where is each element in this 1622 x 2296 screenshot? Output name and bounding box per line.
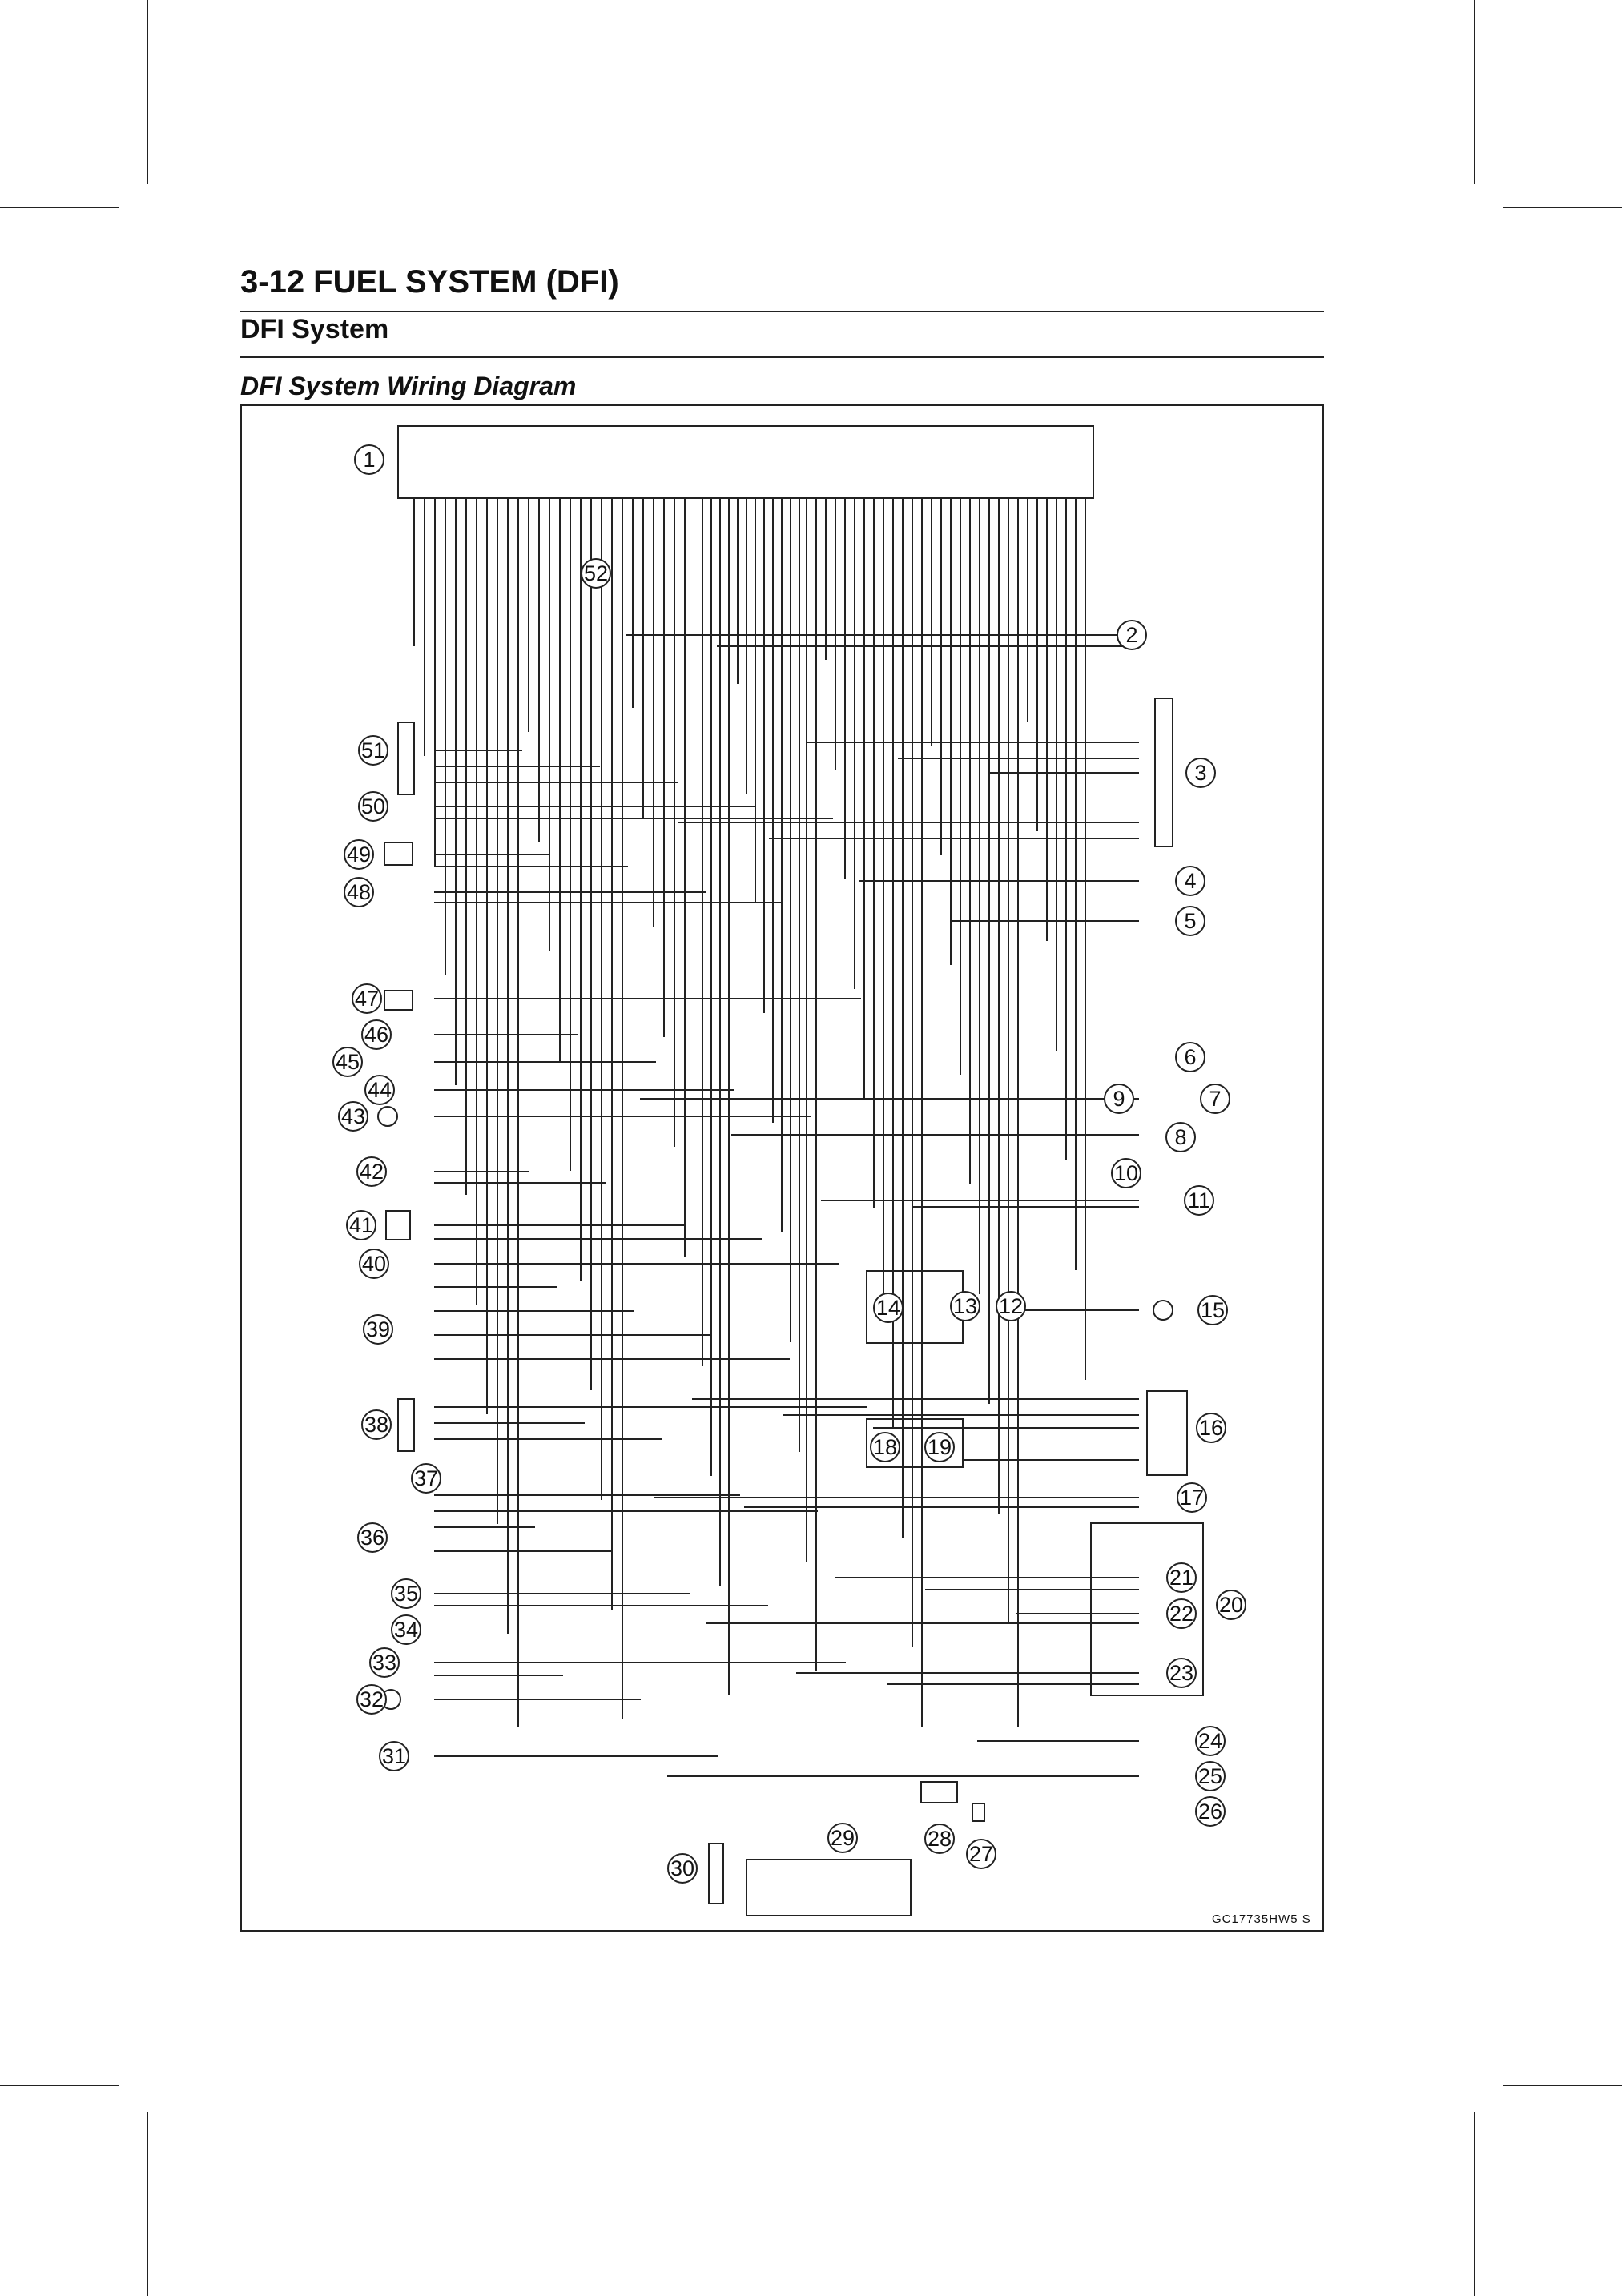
figure-title: DFI System Wiring Diagram [240, 372, 577, 400]
callout-18 [871, 1433, 900, 1462]
callout-13 [951, 1292, 980, 1321]
callout-label: 16 [1198, 1416, 1224, 1440]
callout-46 [362, 1020, 391, 1049]
callout-28 [925, 1824, 954, 1853]
callout-35 [392, 1579, 421, 1608]
callout-label: 32 [359, 1687, 384, 1711]
callout-label: 2 [1125, 623, 1138, 647]
callout-17 [1177, 1483, 1206, 1512]
callout-label: 20 [1218, 1593, 1244, 1617]
callout-label: 12 [998, 1294, 1024, 1318]
callout-label: 29 [830, 1826, 855, 1850]
callout-label: 52 [583, 561, 609, 585]
callout-label: 25 [1197, 1764, 1223, 1788]
connector-41 [386, 1211, 410, 1240]
callout-label: 51 [360, 738, 386, 762]
crop-mark [1503, 2085, 1622, 2086]
callout-31 [380, 1742, 409, 1771]
callout-label: 36 [360, 1526, 385, 1550]
callout-label: 39 [365, 1317, 391, 1341]
callout-label: 48 [346, 880, 372, 904]
callout-label: 4 [1184, 869, 1197, 893]
crop-mark [1474, 2112, 1475, 2296]
callout-26 [1196, 1797, 1225, 1826]
callout-label: 6 [1184, 1045, 1197, 1069]
callout-40 [360, 1249, 388, 1278]
connector-47 [384, 991, 413, 1010]
callout-33 [370, 1648, 399, 1677]
sensor-15 [1153, 1301, 1173, 1320]
callout-38 [362, 1410, 391, 1439]
callout-43 [339, 1102, 368, 1131]
crop-mark [147, 0, 148, 184]
callout-label: 27 [968, 1842, 994, 1866]
callout-20 [1217, 1590, 1246, 1619]
callout-14 [874, 1293, 903, 1322]
callout-label: 18 [872, 1435, 898, 1459]
crop-mark [1503, 207, 1622, 208]
callout-label: 33 [372, 1651, 397, 1675]
callout-6 [1176, 1043, 1205, 1072]
crop-mark [0, 207, 119, 208]
callout-label: 43 [340, 1104, 366, 1128]
callout-label: 13 [952, 1294, 978, 1318]
callout-label: 42 [359, 1160, 384, 1184]
callout-52 [582, 559, 610, 588]
callout-label: 3 [1194, 761, 1207, 785]
callout-label: 7 [1209, 1087, 1222, 1111]
callout-32 [357, 1685, 386, 1714]
callout-label: 50 [360, 794, 386, 818]
connector-49 [384, 842, 413, 865]
component-27 [972, 1803, 984, 1821]
connector-51 [398, 722, 414, 794]
callout-41 [347, 1211, 376, 1240]
callout-label: 38 [364, 1413, 389, 1437]
figure-code: GC17735HW5 S [1212, 1912, 1311, 1926]
callout-12 [996, 1292, 1025, 1321]
callout-37 [412, 1464, 441, 1493]
callout-22 [1167, 1599, 1196, 1628]
callout-7 [1201, 1084, 1230, 1113]
callout-label: 47 [354, 987, 380, 1011]
callout-label: 35 [393, 1582, 419, 1606]
callout-49 [344, 840, 373, 869]
callout-label: 17 [1179, 1486, 1205, 1510]
callout-label: 26 [1197, 1799, 1223, 1824]
callout-label: 49 [346, 842, 372, 867]
callout-label: 31 [381, 1744, 407, 1768]
title-rule [240, 311, 1324, 312]
crop-mark [147, 2112, 148, 2296]
callout-9 [1105, 1084, 1133, 1113]
callout-50 [359, 792, 388, 821]
callout-36 [358, 1523, 387, 1552]
callout-label: 22 [1169, 1602, 1194, 1626]
ecu-box [398, 426, 1093, 498]
crop-mark [0, 2085, 119, 2086]
wiring-diagram-frame [240, 404, 1324, 1932]
callout-21 [1167, 1563, 1196, 1592]
callout-19 [925, 1433, 954, 1462]
sensor-43 [378, 1107, 397, 1126]
connector-38 [398, 1399, 414, 1451]
callout-label: 15 [1200, 1298, 1226, 1322]
callout-44 [365, 1076, 394, 1104]
battery-29 [747, 1860, 911, 1916]
callout-45 [333, 1047, 362, 1076]
callout-label: 41 [348, 1213, 374, 1237]
component-30 [709, 1844, 723, 1904]
callout-label: 28 [927, 1827, 952, 1851]
callout-label: 37 [413, 1466, 439, 1490]
wiring-diagram [242, 406, 1322, 1930]
callout-24 [1196, 1727, 1225, 1755]
callout-label: 10 [1113, 1161, 1139, 1185]
callout-39 [364, 1315, 392, 1344]
callout-label: 34 [393, 1618, 419, 1642]
callout-label: 45 [335, 1050, 360, 1074]
callout-group [333, 445, 1246, 1883]
callout-42 [357, 1157, 386, 1186]
callout-label: 46 [364, 1023, 389, 1047]
callout-27 [967, 1840, 996, 1868]
callout-47 [352, 984, 381, 1013]
callout-label: 40 [361, 1252, 387, 1276]
callout-25 [1196, 1762, 1225, 1791]
callout-10 [1112, 1159, 1141, 1188]
callout-label: 23 [1169, 1661, 1194, 1685]
callout-label: 30 [670, 1856, 695, 1880]
callout-1 [355, 445, 384, 474]
crop-mark [1474, 0, 1475, 184]
callout-29 [828, 1824, 857, 1852]
section-rule [240, 356, 1324, 358]
callout-label: 14 [875, 1296, 901, 1320]
callout-34 [392, 1615, 421, 1644]
callout-48 [344, 878, 373, 907]
callout-5 [1176, 907, 1205, 935]
wire-harness [414, 498, 1139, 1776]
callout-30 [668, 1854, 697, 1883]
component-28 [921, 1782, 957, 1803]
callout-label: 19 [927, 1435, 952, 1459]
connector-3 [1155, 698, 1173, 846]
section-title: DFI System [240, 314, 389, 344]
callout-label: 9 [1113, 1087, 1125, 1111]
callout-23 [1167, 1659, 1196, 1687]
callout-2 [1117, 621, 1146, 649]
callout-label: 8 [1174, 1125, 1187, 1149]
callout-4 [1176, 867, 1205, 895]
callout-8 [1166, 1123, 1195, 1152]
callout-15 [1198, 1296, 1227, 1325]
callout-11 [1185, 1186, 1213, 1215]
callout-label: 1 [363, 448, 376, 472]
callout-label: 11 [1187, 1188, 1211, 1212]
callout-label: 44 [367, 1078, 392, 1102]
page-title: 3-12 FUEL SYSTEM (DFI) [240, 264, 619, 300]
ecu-relay-box-16 [1147, 1391, 1187, 1475]
callout-16 [1197, 1413, 1226, 1442]
callout-label: 5 [1184, 909, 1197, 933]
callout-3 [1186, 758, 1215, 787]
callout-51 [359, 736, 388, 765]
callout-label: 24 [1197, 1729, 1223, 1753]
callout-label: 21 [1169, 1566, 1194, 1590]
